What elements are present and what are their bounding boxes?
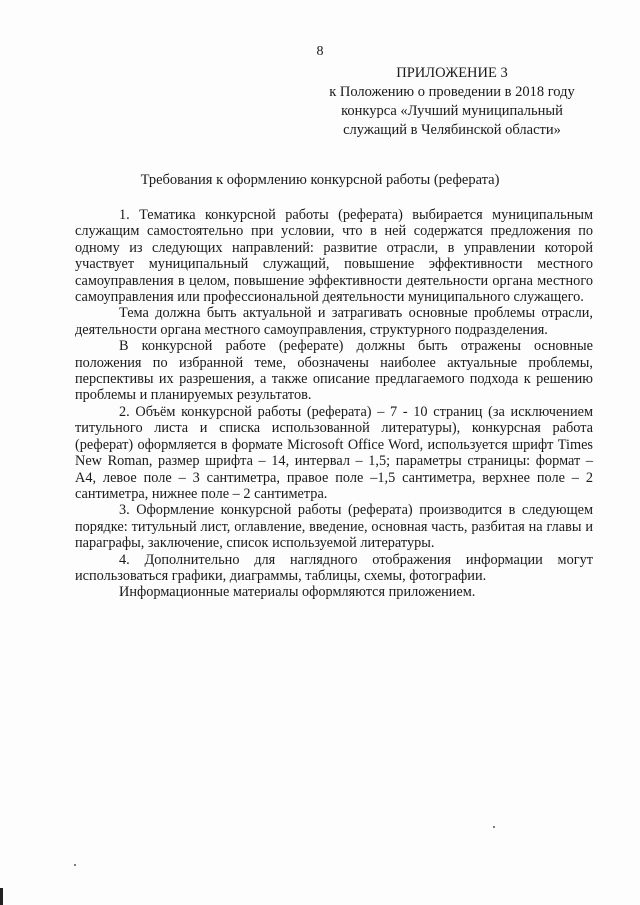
paragraph: 4. Дополнительно для наглядного отображения информации могут использоваться графики, диаграммы, таблицы, схемы, фотографии.: [75, 551, 593, 584]
scan-speck: [493, 826, 495, 828]
appendix-line: конкурса «Лучший муниципальный: [341, 103, 563, 119]
scan-speck: [74, 864, 76, 866]
scan-edge-mark: [0, 888, 3, 905]
appendix-title: ПРИЛОЖЕНИЕ 3: [396, 65, 508, 81]
paragraph: Тема должна быть актуальной и затрагивать основные проблемы отрасли, деятельности органа местного самоуправления, структурного подразделения.: [75, 305, 593, 338]
paragraph: 1. Тематика конкурсной работы (реферата) выбирается муниципальным служащим самостоятельно при условии, что в ней содержатся предложения по одному из следующих направлений: развитие отрасли, в управлении которой участвует муниципальный служащий, повышение эффективности местного самоуправления в целом, повышение эффективности деятельности органа местного самоуправления или профессиональной деятельности муниципального служащего.: [75, 207, 593, 306]
document-body: [75, 207, 593, 601]
page-number: 8: [316, 44, 324, 59]
appendix-line: к Положению о проведении в 2018 году: [329, 84, 575, 100]
appendix-line: служащий в Челябинской области»: [343, 122, 561, 138]
paragraph: 3. Оформление конкурсной работы (реферата) производится в следующем порядке: титульный лист, оглавление, введение, основная часть, разбитая на главы и параграфы, заключение, список используемой литературы.: [75, 502, 593, 552]
document-title: Требования к оформлению конкурсной работы (реферата): [140, 172, 500, 188]
paragraph: Информационные материалы оформляются приложением.: [119, 584, 476, 601]
paragraph: В конкурсной работе (реферате) должны быть отражены основные положения по избранной теме, обозначены наиболее актуальные проблемы, перспективы их разрешения, а также описание предлагаемого подхода к решению проблемы и планируемых результатов.: [75, 338, 593, 404]
paragraph: 2. Объём конкурсной работы (реферата) – 7 - 10 страниц (за исключением титульного листа и списка использованной литературы), конкурсная работа (реферат) оформляется в формате Microsoft Office Word, используется шрифт Times New Roman, размер шрифта – 14, интервал – 1,5; параметры страницы: формат – А4, левое поле – 3 сантиметра, правое поле –1,5 сантиметра, верхнее поле – 2 сантиметра, нижнее поле – 2 сантиметра.: [75, 403, 593, 502]
appendix-header: [316, 64, 588, 140]
